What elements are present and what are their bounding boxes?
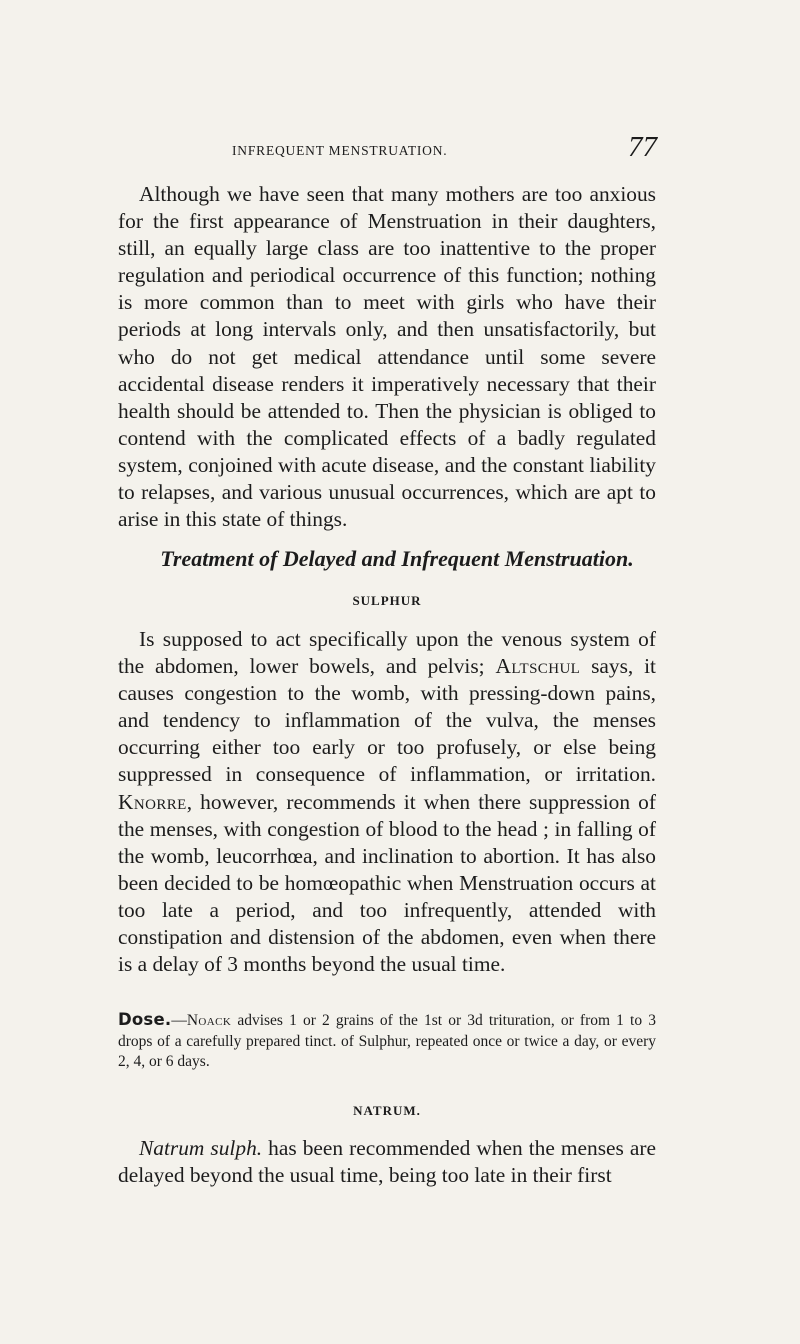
author-noack: Noack: [186, 1012, 232, 1029]
dose-label: Dose.: [118, 1010, 172, 1029]
sulphur-text-3: , however, recommends it when there suppression of the menses, with congestion of blood to the head ; in falling of the womb, leucorrhœa, and inclination to abortion. It has also been decided to be homœopathic when Menstruation occurs at too late a period, and too infrequently, attended with constipation and distension of the abdomen, even when there is a delay of 3 months beyond the usual time.: [118, 789, 656, 977]
section-heading: Treatment of Delayed and Infrequent Menstruation.: [160, 546, 634, 571]
dose-text: advises 1 or 2 grains of the 1st or 3d trituration, or from 1 to 3 drops of a carefully prepared tinct. of Sulphur, repeated once or twice a day, or every 2, 4, or 6 days.: [118, 1012, 656, 1070]
sulphur-text-2: says, it causes congestion to the womb, with pressing-down pains, and tendency to inflammation of the vulva, the menses occurring either too early or too profusely, or else being suppressed in consequence of inflammation, or irritation.: [118, 654, 656, 787]
author-knorre: Knorre: [118, 789, 187, 814]
natrum-paragraph: [118, 1135, 656, 1189]
remedy-title-sulphur: SULPHUR: [352, 593, 422, 608]
page-header: [232, 131, 657, 177]
remedy-title-natrum: NATRUM.: [353, 1103, 421, 1118]
dose-paragraph: [118, 1010, 656, 1073]
natrum-name: Natrum sulph.: [139, 1136, 263, 1160]
dose-dash: —: [171, 1012, 187, 1029]
natrum-text: has been recommended when the menses are delayed beyond the usual time, being too late in their first: [118, 1136, 656, 1188]
author-altschul: Altschul: [495, 654, 581, 679]
sulphur-paragraph: [118, 626, 656, 978]
page-number: 77: [628, 131, 657, 163]
sulphur-text-1: Is supposed to act specifically upon the venous system of the abdomen, lower bowels, and pelvis;: [118, 627, 656, 679]
running-head: INFREQUENT MENSTRUATION.: [232, 143, 448, 158]
intro-paragraph: Although we have seen that many mothers are too anxious for the first appearance of Menstruation in their daughters, still, an equally large class are too inattentive to the proper regulation and periodical occurrence of this function; nothing is more common than to meet with girls who have their periods at long intervals only, and then unsatisfactorily, but who do not get medical attendance until some severe accidental disease renders it imperatively necessary that their health should be attended to. Then the physician is obliged to contend with the complicated effects of a badly regulated system, conjoined with acute disease, and the constant liability to relapses, and various unusual occurrences, which are apt to arise in this state of things.: [118, 182, 656, 532]
